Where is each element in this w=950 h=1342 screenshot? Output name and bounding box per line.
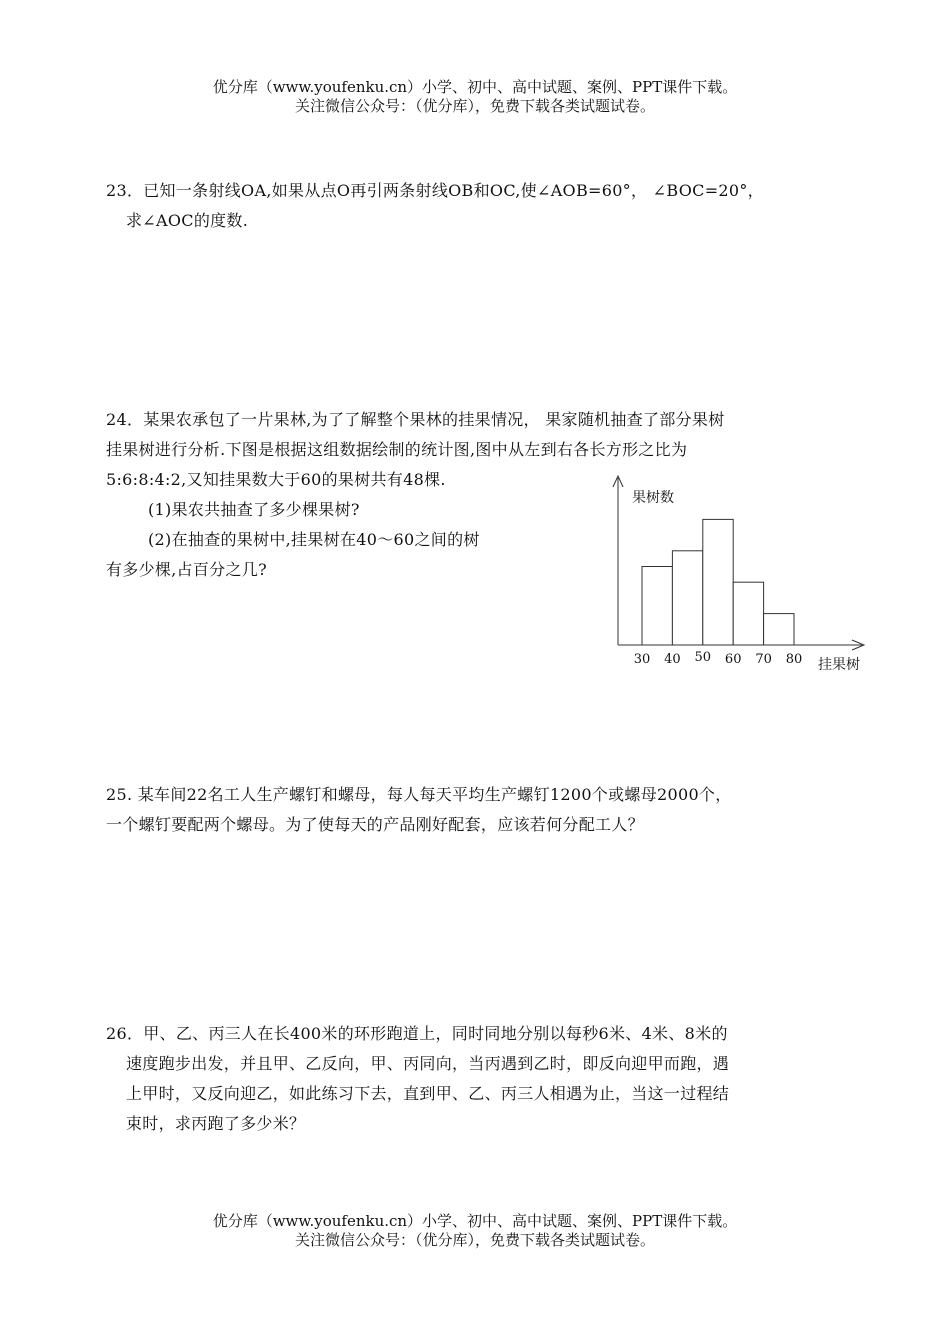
tick-labels-group (634, 650, 803, 667)
question-25-line-1: 25. 某车间22名工人生产螺钉和螺母，每人每天平均生产螺钉1200个或螺母2000个， (106, 785, 732, 804)
question-24-line-3: 5:6:8:4:2,又知挂果数大于60的果树共有48棵. (106, 470, 446, 489)
histogram-bar-4 (733, 582, 763, 645)
question-26 (106, 1019, 846, 1139)
question-26-line-2: 速度跑步出发，并且甲、乙反向，甲、丙同向，当丙遇到乙时，即反向迎甲而跑，遇 (126, 1054, 730, 1073)
x-tick-label: 30 (633, 652, 651, 667)
histogram-bar-5 (764, 614, 794, 645)
question-24-sub-2a: (2)在抽查的果树中,挂果树在40～60之间的树 (148, 530, 480, 549)
histogram-bar-3 (703, 519, 733, 645)
y-axis-label: 果树数 (632, 490, 674, 506)
histogram-bar-1 (642, 567, 672, 646)
footer-line-1: 优分库（www.youfenku.cn）小学、初中、高中试题、案例、PPT课件下载。 (212, 1212, 738, 1230)
footer-line-2: 关注微信公众号：（优分库），免费下载各类试题试卷。 (294, 1231, 655, 1249)
x-tick-label: 40 (664, 652, 681, 667)
histogram-chart (596, 468, 871, 678)
question-25-line-2: 一个螺钉要配两个螺母。为了使每天的产品刚好配套，应该若何分配工人？ (106, 815, 644, 834)
question-26-line-3: 上甲时，又反向迎乙，如此练习下去，直到甲、乙、丙三人相遇为止，当这一过程结 (126, 1084, 730, 1103)
x-tick-label: 80 (785, 652, 803, 667)
question-23-line-1: 23．已知一条射线OA,如果从点O再引两条射线OB和OC,使∠AOB=60°， ∠BOC=20°， (106, 181, 764, 200)
header-line-1: 优分库（www.youfenku.cn）小学、初中、高中试题、案例、PPT课件下载。 (212, 78, 738, 96)
question-25 (106, 780, 846, 840)
question-26-line-4: 束时，求丙跑了多少米？ (126, 1114, 306, 1133)
bars-group (642, 519, 794, 645)
question-26-line-1: 26．甲、乙、丙三人在长400米的环形跑道上，同时同地分别以每秒6米、4米、8米的 (106, 1024, 728, 1043)
header-line-2: 关注微信公众号：（优分库），免费下载各类试题试卷。 (294, 97, 655, 115)
x-axis-label: 挂果树 (818, 657, 860, 673)
question-24-line-1: 24．某果农承包了一片果林,为了了解整个果林的挂果情况， 果家随机抽查了部分果树 (106, 410, 725, 429)
question-24-sub-2b: 有多少棵,占百分之几? (106, 560, 267, 579)
x-tick-label: 70 (755, 652, 772, 667)
question-24-sub-1: (1)果农共抽查了多少棵果树? (148, 500, 360, 519)
page-header (0, 78, 950, 116)
x-tick-label: 50 (694, 650, 712, 665)
page-footer (0, 1212, 950, 1250)
x-tick-label: 60 (724, 652, 742, 667)
histogram-bar-2 (672, 551, 702, 645)
question-24-line-2: 挂果树进行分析.下图是根据这组数据绘制的统计图,图中从左到右各长方形之比为 (106, 440, 688, 459)
question-23-line-2: 求∠AOC的度数. (126, 211, 249, 230)
question-23 (106, 176, 846, 236)
